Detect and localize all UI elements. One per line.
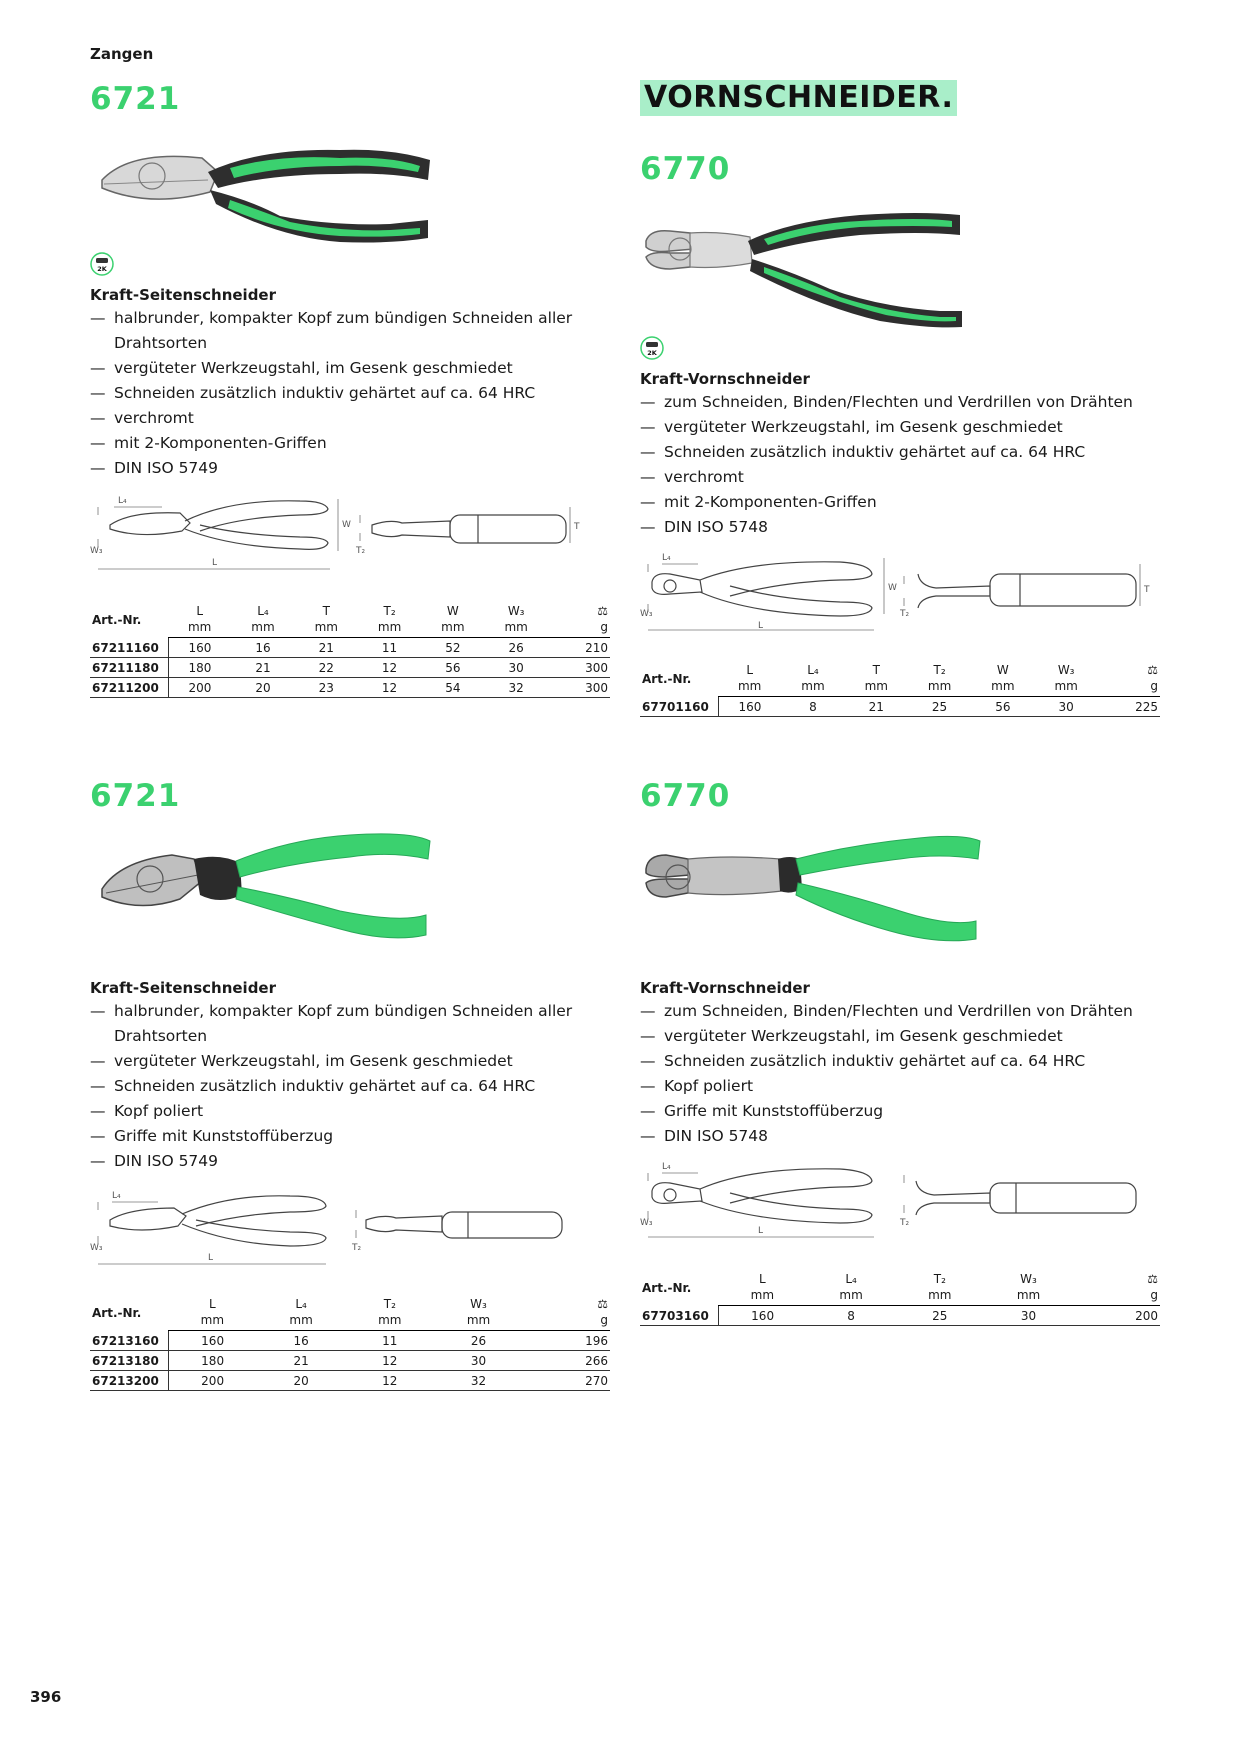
unit-label: mm xyxy=(984,1287,1073,1306)
svg-text:W₃: W₃ xyxy=(640,609,653,619)
svg-text:T₂: T₂ xyxy=(900,609,910,619)
weight-icon: ⚖ xyxy=(597,604,608,618)
svg-text:L₄: L₄ xyxy=(112,1191,121,1201)
feature-item: — zum Schneiden, Binden/Flechten und Verdrillen von Drähten xyxy=(640,390,1160,415)
column-header: T₂ xyxy=(383,604,396,618)
column-header: T₂ xyxy=(383,1297,396,1311)
unit-label: mm xyxy=(485,619,548,638)
unit-label: mm xyxy=(168,619,231,638)
unit-label: mm xyxy=(257,1312,346,1331)
column-header: Art.-Nr. xyxy=(642,1281,692,1296)
column-header: T xyxy=(872,663,880,677)
weight-icon: ⚖ xyxy=(597,1297,608,1311)
column-header: T₂ xyxy=(933,1272,946,1286)
svg-text:L: L xyxy=(212,558,218,568)
feature-item: — Griffe mit Kunststoffüberzug xyxy=(90,1124,610,1149)
unit-label: mm xyxy=(295,619,358,638)
category-title: VORNSCHNEIDER. xyxy=(640,80,957,116)
svg-text:T₂: T₂ xyxy=(352,1243,362,1253)
svg-text:L₄: L₄ xyxy=(118,496,127,506)
svg-text:T₂: T₂ xyxy=(900,1218,910,1228)
table-row: 67211200 200 20 23 12 54 32 300 xyxy=(90,678,610,698)
page-number: 396 xyxy=(30,1688,62,1706)
feature-item: — mit 2-Komponenten-Griffen xyxy=(640,490,1160,515)
product-number: 6721 xyxy=(90,81,181,117)
column-header: L₄ xyxy=(257,604,269,618)
table-row: 67213160 160 16 11 26 196 xyxy=(90,1331,610,1351)
svg-text:T₂: T₂ xyxy=(356,546,366,556)
unit-label: mm xyxy=(971,678,1034,697)
product-number: 6770 xyxy=(640,778,731,814)
section-label: Zangen xyxy=(90,45,154,63)
side-cutter-dipped-photo xyxy=(90,825,450,945)
weight-icon: ⚖ xyxy=(1147,1272,1158,1286)
unit-label: g xyxy=(1073,1287,1160,1306)
feature-item: — zum Schneiden, Binden/Flechten und Verdrillen von Drähten xyxy=(640,999,1160,1024)
feature-item: — halbrunder, kompakter Kopf zum bündigen Schneiden aller Drahtsorten xyxy=(90,306,610,356)
feature-list xyxy=(90,999,610,1174)
table-row: 67213180 180 21 12 30 266 xyxy=(90,1351,610,1371)
column-header: Art.-Nr. xyxy=(92,1306,142,1321)
product-number: 6721 xyxy=(90,778,181,814)
column-header: W₃ xyxy=(507,604,525,618)
feature-item: — verchromt xyxy=(640,465,1160,490)
table-row: 67701160 160 8 21 25 56 30 225 xyxy=(640,697,1160,717)
feature-list xyxy=(640,390,1160,540)
feature-item: — Kopf poliert xyxy=(640,1074,1160,1099)
product-title: Kraft-Seitenschneider xyxy=(90,286,277,304)
column-header: W xyxy=(996,663,1009,677)
unit-label: g xyxy=(523,1312,610,1331)
unit-label: mm xyxy=(168,1312,257,1331)
column-header: Art.-Nr. xyxy=(642,672,692,687)
unit-label: mm xyxy=(908,678,971,697)
unit-label: mm xyxy=(807,1287,896,1306)
spec-table xyxy=(640,1271,1160,1326)
svg-text:L₄: L₄ xyxy=(662,1162,671,1172)
svg-text:W: W xyxy=(888,583,897,593)
svg-text:L: L xyxy=(758,621,764,631)
end-cutter-2k-photo xyxy=(640,198,1000,328)
unit-label: mm xyxy=(1035,678,1098,697)
column-header: L xyxy=(759,1272,766,1286)
svg-text:L: L xyxy=(208,1253,214,1263)
product-6721-2k xyxy=(90,78,610,698)
feature-item: — Kopf poliert xyxy=(90,1099,610,1124)
unit-label: mm xyxy=(845,678,908,697)
table-row: 67211180 180 21 22 12 56 30 300 xyxy=(90,658,610,678)
svg-text:W₃: W₃ xyxy=(90,1243,103,1253)
svg-text:2K: 2K xyxy=(97,265,107,273)
feature-item: — DIN ISO 5749 xyxy=(90,1149,610,1174)
feature-item: — verchromt xyxy=(90,406,610,431)
svg-text:W₃: W₃ xyxy=(90,546,103,556)
feature-item: — vergüteter Werkzeugstahl, im Gesenk geschmiedet xyxy=(90,356,610,381)
svg-text:L₄: L₄ xyxy=(662,553,671,563)
2k-handle-icon xyxy=(90,252,114,276)
side-cutter-2k-photo xyxy=(90,128,450,248)
svg-text:L: L xyxy=(758,1226,764,1236)
unit-label: mm xyxy=(781,678,844,697)
feature-item: — DIN ISO 5748 xyxy=(640,515,1160,540)
unit-label: mm xyxy=(718,1287,807,1306)
svg-text:2K: 2K xyxy=(647,349,657,357)
column-header: L₄ xyxy=(807,663,819,677)
dimension-drawing xyxy=(640,1161,1160,1251)
feature-item: — halbrunder, kompakter Kopf zum bündigen Schneiden aller Drahtsorten xyxy=(90,999,610,1049)
product-title: Kraft-Vornschneider xyxy=(640,370,810,388)
table-row: 67213200 200 20 12 32 270 xyxy=(90,1371,610,1391)
feature-item: — DIN ISO 5748 xyxy=(640,1124,1160,1149)
feature-item: — Schneiden zusätzlich induktiv gehärtet auf ca. 64 HRC xyxy=(90,1074,610,1099)
feature-item: — DIN ISO 5749 xyxy=(90,456,610,481)
table-row: 67211160 160 16 21 11 52 26 210 xyxy=(90,638,610,658)
unit-label: mm xyxy=(421,619,484,638)
feature-item: — vergüteter Werkzeugstahl, im Gesenk geschmiedet xyxy=(640,415,1160,440)
product-6770-dipped xyxy=(640,775,1160,1326)
unit-label: mm xyxy=(358,619,421,638)
column-header: W xyxy=(446,604,459,618)
product-6721-dipped xyxy=(90,775,610,1391)
column-header: Art.-Nr. xyxy=(92,613,142,628)
spec-table xyxy=(90,1296,610,1391)
feature-item: — Griffe mit Kunststoffüberzug xyxy=(640,1099,1160,1124)
product-title: Kraft-Seitenschneider xyxy=(90,979,277,997)
spec-table xyxy=(640,662,1160,717)
2k-handle-icon xyxy=(640,336,664,360)
unit-label: mm xyxy=(895,1287,984,1306)
dimension-drawing xyxy=(640,552,1160,642)
product-title: Kraft-Vornschneider xyxy=(640,979,810,997)
column-header: L xyxy=(209,1297,216,1311)
spec-table xyxy=(90,603,610,698)
dimension-drawing xyxy=(90,493,610,583)
product-number: 6770 xyxy=(640,151,731,187)
column-header: L xyxy=(746,663,753,677)
column-header: T₂ xyxy=(933,663,946,677)
svg-text:T: T xyxy=(574,522,580,532)
end-cutter-dipped-photo xyxy=(640,825,1000,945)
feature-item: — vergüteter Werkzeugstahl, im Gesenk geschmiedet xyxy=(90,1049,610,1074)
column-header: W₃ xyxy=(1020,1272,1037,1286)
weight-icon: ⚖ xyxy=(1147,663,1158,677)
unit-label: mm xyxy=(345,1312,434,1331)
svg-text:W₃: W₃ xyxy=(640,1218,653,1228)
feature-list xyxy=(90,306,610,481)
unit-label: g xyxy=(1098,678,1160,697)
feature-item: — Schneiden zusätzlich induktiv gehärtet auf ca. 64 HRC xyxy=(640,440,1160,465)
table-row: 67703160 160 8 25 30 200 xyxy=(640,1306,1160,1326)
column-header: W₃ xyxy=(1057,663,1075,677)
column-header: W₃ xyxy=(470,1297,487,1311)
product-6770-2k xyxy=(640,148,1160,717)
column-header: L₄ xyxy=(845,1272,857,1286)
column-header: L xyxy=(196,604,203,618)
column-header: T xyxy=(322,604,330,618)
feature-item: — vergüteter Werkzeugstahl, im Gesenk geschmiedet xyxy=(640,1024,1160,1049)
feature-list xyxy=(640,999,1160,1149)
feature-item: — Schneiden zusätzlich induktiv gehärtet auf ca. 64 HRC xyxy=(90,381,610,406)
column-header: L₄ xyxy=(295,1297,307,1311)
unit-label: mm xyxy=(434,1312,523,1331)
unit-label: g xyxy=(548,619,610,638)
svg-text:T: T xyxy=(1144,585,1150,595)
dimension-drawing xyxy=(90,1186,610,1276)
feature-item: — Schneiden zusätzlich induktiv gehärtet auf ca. 64 HRC xyxy=(640,1049,1160,1074)
svg-text:W: W xyxy=(342,520,351,530)
unit-label: mm xyxy=(231,619,294,638)
unit-label: mm xyxy=(718,678,781,697)
feature-item: — mit 2-Komponenten-Griffen xyxy=(90,431,610,456)
